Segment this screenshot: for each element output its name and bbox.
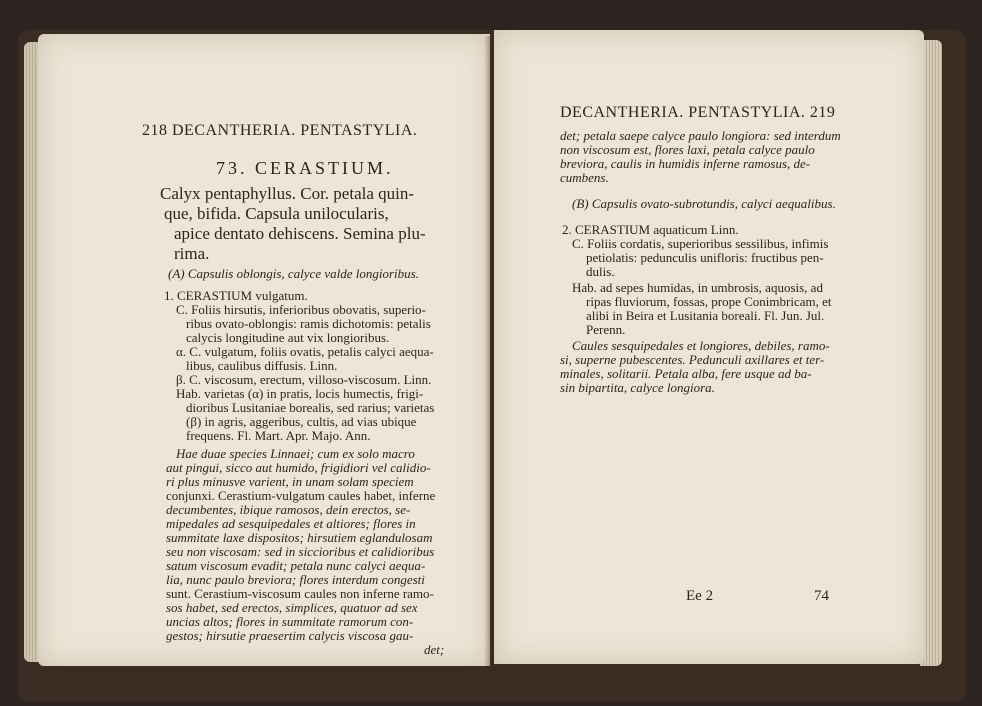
left-page bbox=[38, 34, 490, 666]
body-line: uncias altos; flores in summitate ramorum con- bbox=[166, 614, 414, 629]
body-line: calycis longitudine aut vix longioribus. bbox=[186, 330, 390, 345]
body-line: α. C. vulgatum, foliis ovatis, petalis calyci aequa- bbox=[176, 344, 434, 359]
body-line: alibi in Beira et Lusitania boreali. Fl. Jun. Jul. bbox=[586, 308, 825, 323]
body-line: decumbentes, ibique ramosos, dein erectos, se- bbox=[166, 502, 411, 517]
body-line: 2. CERASTIUM aquaticum Linn. bbox=[562, 222, 739, 237]
body-line: lia, nunc paulo breviora; flores interdum congesti bbox=[166, 572, 425, 587]
body-line: Hae duae species Linnaei; cum ex solo macro bbox=[176, 446, 415, 461]
body-line: breviora, caulis in humidis inferne ramosus, de- bbox=[560, 156, 811, 171]
body-line: conjunxi. Cerastium-vulgatum caules habet, inferne bbox=[166, 488, 436, 503]
body-line: ripas fluviorum, fossas, prope Conimbricam, et bbox=[586, 294, 832, 309]
section-heading-a: (A) Capsulis oblongis, calyce valde longioribus. bbox=[168, 266, 419, 281]
body-line: sos habet, sed erectos, simplices, quatuor ad sex bbox=[166, 600, 418, 615]
generic-description-line: que, bifida. Capsula unilocularis, bbox=[164, 204, 389, 223]
body-line: petiolatis: pedunculis unifloris: fructibus pen- bbox=[586, 250, 824, 265]
body-line: Caules sesquipedales et longiores, debiles, ramo- bbox=[572, 338, 830, 353]
body-line: ri plus minusve varient, in unam solam speciem bbox=[166, 474, 414, 489]
right-running-header: DECANTHERIA. PENTASTYLIA. 219 bbox=[560, 104, 836, 121]
body-line: C. Foliis hirsutis, inferioribus obovatis, superio- bbox=[176, 302, 426, 317]
catchword: 74 bbox=[814, 588, 829, 604]
left-running-header: 218 DECANTHERIA. PENTASTYLIA. bbox=[142, 122, 418, 139]
body-line: sunt. Cerastium-viscosum caules non inferne ramo- bbox=[166, 586, 434, 601]
body-line: dulis. bbox=[586, 264, 615, 279]
body-line: mipedales ad sesquipedales et altiores; flores in bbox=[166, 516, 416, 531]
body-line: summitate laxe dispositos; hirsutiem eglandulosam bbox=[166, 530, 433, 545]
body-line: sin bipartita, calyce longiora. bbox=[560, 380, 715, 395]
right-page bbox=[494, 30, 924, 664]
body-line: frequens. Fl. Mart. Apr. Majo. Ann. bbox=[186, 428, 371, 443]
body-line: seu non viscosam: sed in siccioribus et calidioribus bbox=[166, 544, 435, 559]
body-line: C. Foliis cordatis, superioribus sessilibus, infimis bbox=[572, 236, 829, 251]
body-line: (β) in agris, aggeribus, cultis, ad vias ubique bbox=[186, 414, 417, 429]
genus-title: 73. CERASTIUM. bbox=[216, 158, 394, 178]
body-line: 1. CERASTIUM vulgatum. bbox=[164, 288, 308, 303]
generic-description-line: Calyx pentaphyllus. Cor. petala quin- bbox=[160, 184, 415, 203]
body-line: det; petala saepe calyce paulo longiora: sed interdum bbox=[560, 128, 841, 143]
body-line: ribus ovato-oblongis: ramis dichotomis: petalis bbox=[186, 316, 431, 331]
body-line: Hab. varietas (α) in pratis, locis humectis, frigi- bbox=[176, 386, 424, 401]
generic-description-line: rima. bbox=[174, 244, 210, 263]
section-heading-b: (B) Capsulis ovato-subrotundis, calyci aequalibus. bbox=[572, 196, 836, 211]
body-line: aut pingui, sicco aut humido, frigidiori vel calidio- bbox=[166, 460, 431, 475]
body-line: Perenn. bbox=[586, 322, 626, 337]
body-line: satum viscosum evadit; petala nunc calyci aequa- bbox=[166, 558, 426, 573]
body-line: minales, solitarii. Petala alba, fere usque ad ba- bbox=[560, 366, 812, 381]
body-line: cumbens. bbox=[560, 170, 609, 185]
body-line: gestos; hirsutie praesertim calycis viscosa gau- bbox=[166, 628, 414, 643]
body-line: si, superne pubescentes. Pedunculi axillares et ter- bbox=[560, 352, 825, 367]
body-line: non viscosum est, flores laxi, petala calyce paulo bbox=[560, 142, 815, 157]
body-line: libus, caulibus diffusis. Linn. bbox=[186, 358, 338, 373]
body-line: Hab. ad sepes humidas, in umbrosis, aquosis, ad bbox=[572, 280, 823, 295]
body-line: β. C. viscosum, erectum, villoso-viscosum. Linn. bbox=[176, 372, 432, 387]
signature-mark: Ee 2 bbox=[686, 588, 714, 604]
body-line: dioribus Lusitaniae borealis, sed rarius; varietas bbox=[186, 400, 435, 415]
catchword: det; bbox=[424, 642, 445, 657]
generic-description-line: apice dentato dehiscens. Semina plu- bbox=[174, 224, 426, 243]
